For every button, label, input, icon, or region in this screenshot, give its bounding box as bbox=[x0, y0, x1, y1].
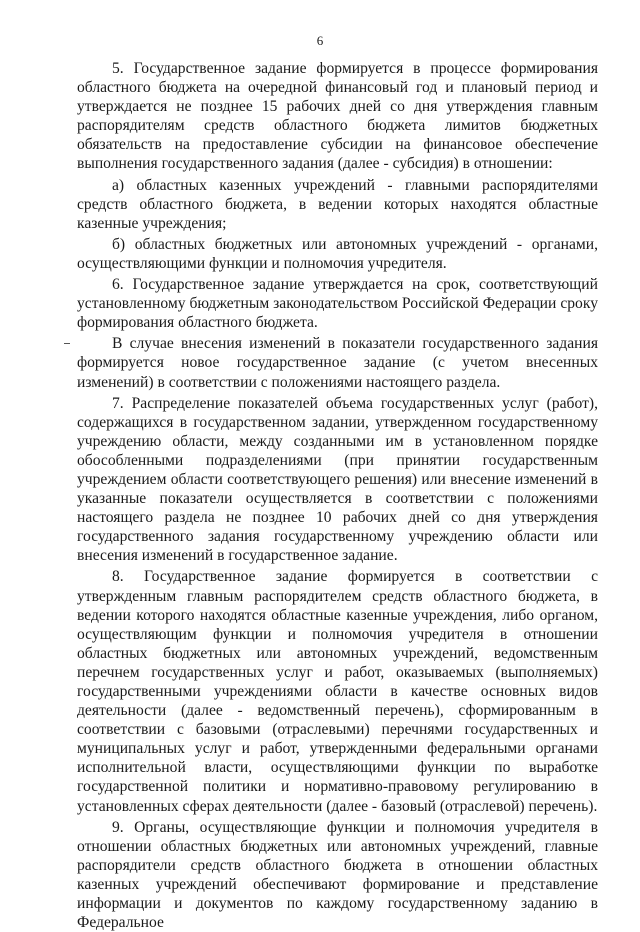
paragraph-5a: а) областных казенных учреждений - главными распорядителями средств областного бюджета, в ведении которых находятся областные казенные учреждения; bbox=[77, 176, 598, 232]
paragraph-8: 8. Государственное задание формируется в соответствии с утвержденным главным распорядителем средств областного бюджета, в ведении которого находятся областные казенные учреждения, либо органом, осуществляющим функции и полномочия учредителя в отношении областных бюджетных или автономных учреждений, ведомственным перечнем государственных услуг и работ, оказываемых (выполняемых) государственными учреждениями области в качестве основных видов деятельности (далее - ведомственный перечень), сформированным в соответствии с базовыми (отраслевыми) перечнями государственных и муниципальных услуг и работ, утвержденными федеральными органами исполнительной власти, осуществляющими функции по выработке государственной политики и нормативно-правовому регулированию в установленных сферах деятельности (далее - базовый (отраслевой) перечень). bbox=[77, 568, 598, 815]
paragraph-7: 7. Распределение показателей объема государственных услуг (работ), содержащихся в государственном задании, утвержденном государственному учреждению области, между созданными им в установленном порядке обособленными подразделениями (при принятии государственным учреждением области соответствующего решения) или внесение изменений в указанные показатели осуществляется в соответствии с положениями настоящего раздела не позднее 10 рабочих дней со дня утверждения государственного задания государственному учреждению области или внесения изменений в государственное задание. bbox=[77, 394, 598, 565]
paragraph-6: 6. Государственное задание утверждается на срок, соответствующий установленному бюджетным законодательством Российской Федерации сроку формирования областного бюджета. bbox=[77, 276, 598, 332]
paragraph-5b: б) областных бюджетных или автономных учреждений - органами, осуществляющими функции и полномочия учредителя. bbox=[77, 235, 598, 272]
paragraph-9: 9. Органы, осуществляющие функции и полномочия учредителя в отношении областных бюджетных или автономных учреждений, главные распорядители средств областного бюджета в отношении областных казенных учреждений обеспечивают формирование и представление информации и документов по каждому государственному заданию в Федеральное bbox=[77, 818, 598, 932]
document-body bbox=[77, 59, 598, 932]
page-number: 6 bbox=[316, 33, 324, 48]
paragraph-6-amendments: В случае внесения изменений в показатели государственного задания формируется новое государственное задание (с учетом внесенных изменений) в соответствии с положениями настоящего раздела. bbox=[77, 335, 598, 391]
paragraph-5: 5. Государственное задание формируется в процессе формирования областного бюджета на очередной финансовый год и плановый период и утверждается не позднее 15 рабочих дней со дня утверждения главным распорядителям средств областного бюджета лимитов бюджетных обязательств на предоставление субсидии на финансовое обеспечение выполнения государственного задания (далее - субсидия) в отношении: bbox=[77, 60, 598, 173]
margin-mark bbox=[64, 343, 70, 344]
